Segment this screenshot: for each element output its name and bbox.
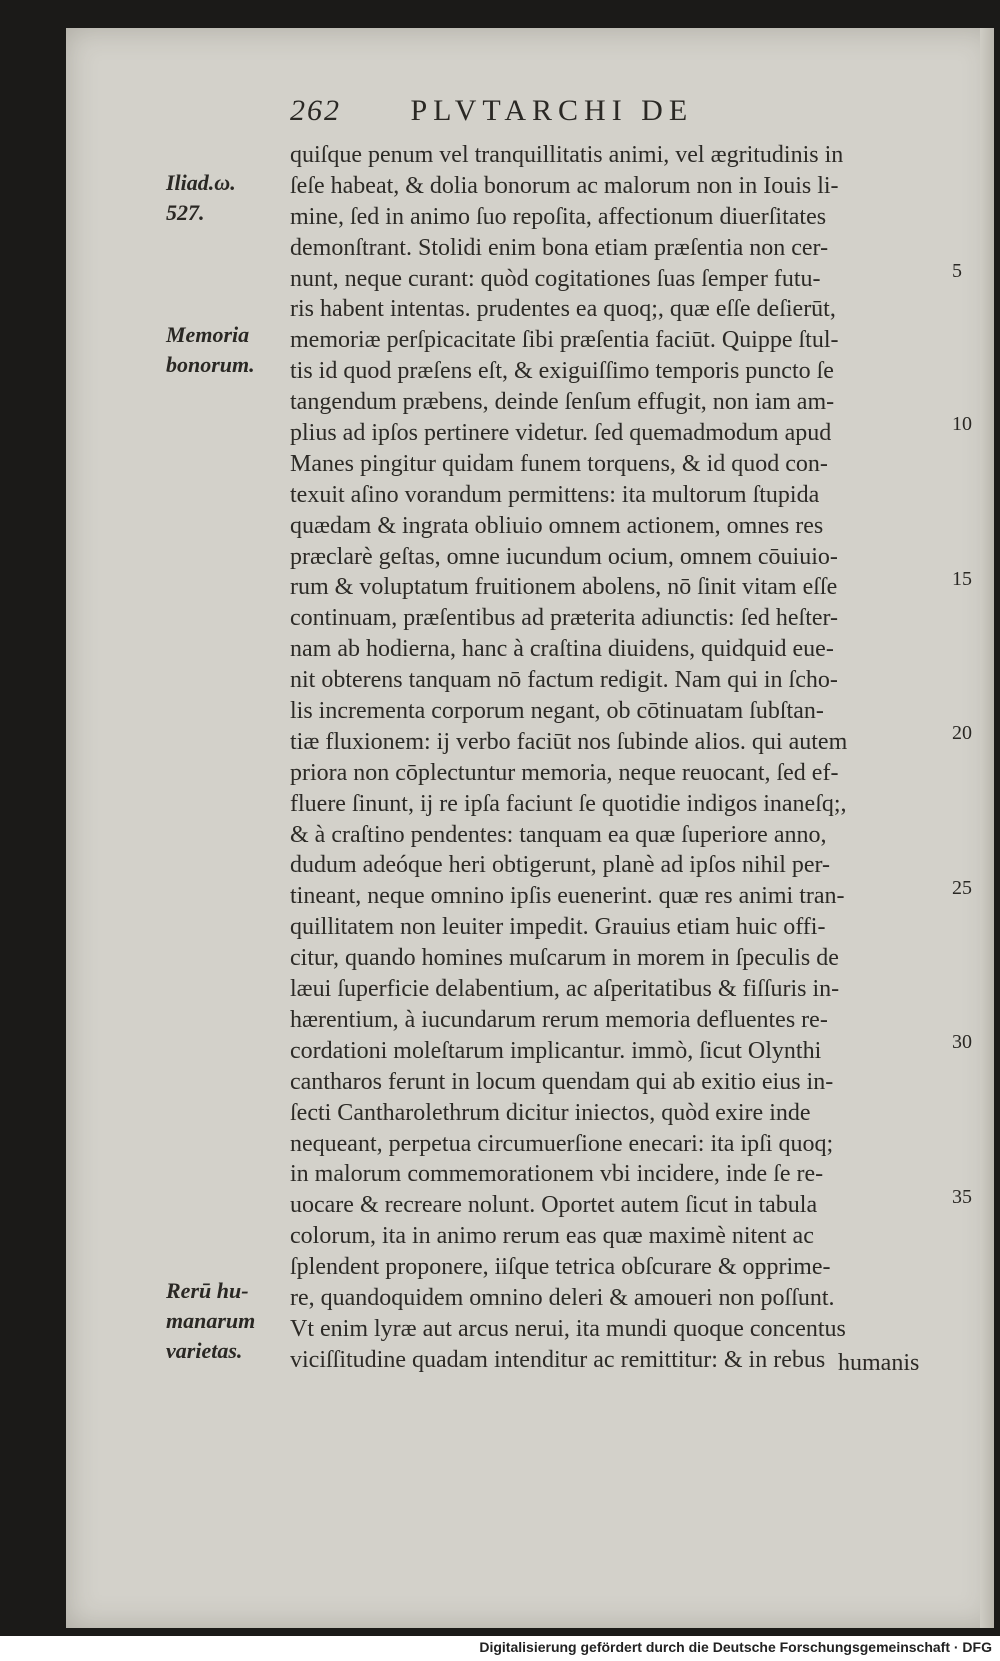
digitization-footer <box>0 1636 1000 1661</box>
text-line: in malorum commemorationem vbi incidere, inde ſe re- <box>290 1161 824 1188</box>
text-line: fluere ſinunt, ij re ipſa faciunt ſe quotidie indigos inaneſq;, <box>290 790 847 817</box>
text-line: nit obterens tanquam nō factum redigit. Nam qui in ſcho- <box>290 667 838 694</box>
text-line: priora non cōplectuntur memoria, neque reuocant, ſed ef- <box>290 759 839 786</box>
text-line: præclarè geſtas, omne iucundum ocium, omnem cōuiuio- <box>290 543 838 570</box>
text-line: re, quandoquidem omnino deleri & amoueri non poſſunt. <box>290 1284 835 1311</box>
text-line: uocare & recreare nolunt. Oportet autem ſicut in tabula <box>290 1192 818 1219</box>
footer-credit: Digitalisierung gefördert durch die Deutsche Forschungsgemeinschaft · DFG <box>479 1639 992 1655</box>
line-number: 25 <box>952 877 972 899</box>
page-number: 262 <box>290 94 341 127</box>
text-line: Manes pingitur quidam funem torquens, & id quod con- <box>290 450 828 477</box>
margin-note-line: manarum <box>166 1308 256 1333</box>
margin-note-line: Rerū hu- <box>166 1278 249 1303</box>
running-head <box>290 94 693 128</box>
text-line: rum & voluptatum fruitionem abolens, nō ſinit vitam eſſe <box>290 574 838 601</box>
text-line: cordationi moleſtarum implicantur. immò, ſicut Olynthi <box>290 1037 822 1064</box>
text-line: ris habent intentas. prudentes ea quoq;, quæ eſſe deſierūt, <box>290 296 836 323</box>
main-text-block <box>290 140 950 1376</box>
margin-note-line: Memoria <box>166 322 250 347</box>
margin-note-varietas <box>166 1276 286 1366</box>
line-number: 20 <box>952 722 972 744</box>
text-line: ſecti Cantharolethrum dicitur iniectos, quòd exire inde <box>290 1099 811 1126</box>
text-line: tineant, neque omnino ipſis euenerint. quæ res animi tran- <box>290 883 845 910</box>
running-title: PLVTARCHI DE <box>410 94 694 127</box>
line-number: 5 <box>952 260 962 282</box>
text-line: texuit aſino vorandum permittens: ita multorum ſtupida <box>290 481 820 508</box>
text-line: Vt enim lyræ aut arcus nerui, ita mundi quoque concentus <box>290 1315 846 1342</box>
text-line: cantharos ferunt in locum quendam qui ab exitio eius in- <box>290 1068 834 1095</box>
text-line: quiſque penum vel tranquillitatis animi, vel ægritudinis in <box>290 142 844 168</box>
text-line: ſeſe habeat, & dolia bonorum ac malorum non in Iouis li- <box>290 172 839 199</box>
text-line: nam ab hodierna, hanc à craſtina diuidens, quidquid eue- <box>290 636 834 663</box>
text-line: ſplendent proponere, iiſque tetrica obſcurare & opprime- <box>290 1254 831 1281</box>
text-line: nequeant, perpetua circumuerſione enecari: ita ipſi quoq; <box>290 1130 834 1157</box>
page-edge <box>980 28 994 1628</box>
text-line: læui ſuperficie delabentium, ac aſperitatibus & fiſſuris in- <box>290 976 840 1003</box>
margin-note-line: Iliad.ω. <box>166 170 236 195</box>
text-line: dudum adeóque heri obtigerunt, planè ad ipſos nihil per- <box>290 852 831 879</box>
line-number: 10 <box>952 413 972 435</box>
text-line: memoriæ perſpicacitate ſibi præſentia faciūt. Quippe ſtul- <box>290 327 839 354</box>
text-line: demonſtrant. Stolidi enim bona etiam præſentia non cer- <box>290 234 829 261</box>
text-line: citur, quando homines muſcarum in morem in ſpeculis de <box>290 945 839 972</box>
text-line: colorum, ita in animo rerum eas quæ maximè nitent ac <box>290 1223 814 1250</box>
margin-note-iliad <box>166 168 286 228</box>
text-line: quillitatem non leuiter impedit. Grauius etiam huic offi- <box>290 914 826 941</box>
catchword: humanis <box>838 1350 920 1376</box>
line-number: 30 <box>952 1031 972 1053</box>
text-line: lis incrementa corporum negant, ob cōtinuatam ſubſtan- <box>290 698 824 725</box>
margin-note-line: varietas. <box>166 1338 243 1363</box>
text-line: continuam, præſentibus ad præterita adiunctis: ſed heſter- <box>290 605 839 632</box>
text-line: hærentium, à iucundarum rerum memoria defluentes re- <box>290 1006 828 1033</box>
line-number: 35 <box>952 1186 972 1208</box>
text-line: mine, ſed in animo ſuo repoſita, affectionum diuerſitates <box>290 203 827 230</box>
text-line: tangendum præbens, deinde ſenſum effugit, non iam am- <box>290 389 835 416</box>
text-line: quædam & ingrata obliuio omnem actionem, omnes res <box>290 512 824 539</box>
text-line: viciſſitudine quadam intenditur ac remittitur: & in rebus <box>290 1346 826 1373</box>
text-line: & à craſtino pendentes: tanquam ea quæ ſuperiore anno, <box>290 821 827 848</box>
text-line: tiæ fluxionem: ij verbo faciūt nos ſubinde alios. qui autem <box>290 728 848 755</box>
text-line: nunt, neque curant: quòd cogitationes ſuas ſemper futu- <box>290 265 821 292</box>
text-line: tis id quod præſens eſt, & exiguiſſimo temporis puncto ſe <box>290 358 834 385</box>
margin-note-line: bonorum. <box>166 352 255 377</box>
margin-note-line: 527. <box>166 200 205 225</box>
line-number: 15 <box>952 568 972 590</box>
margin-note-memoria <box>166 320 286 380</box>
text-line: plius ad ipſos pertinere videtur. ſed quemadmodum apud <box>290 420 832 447</box>
